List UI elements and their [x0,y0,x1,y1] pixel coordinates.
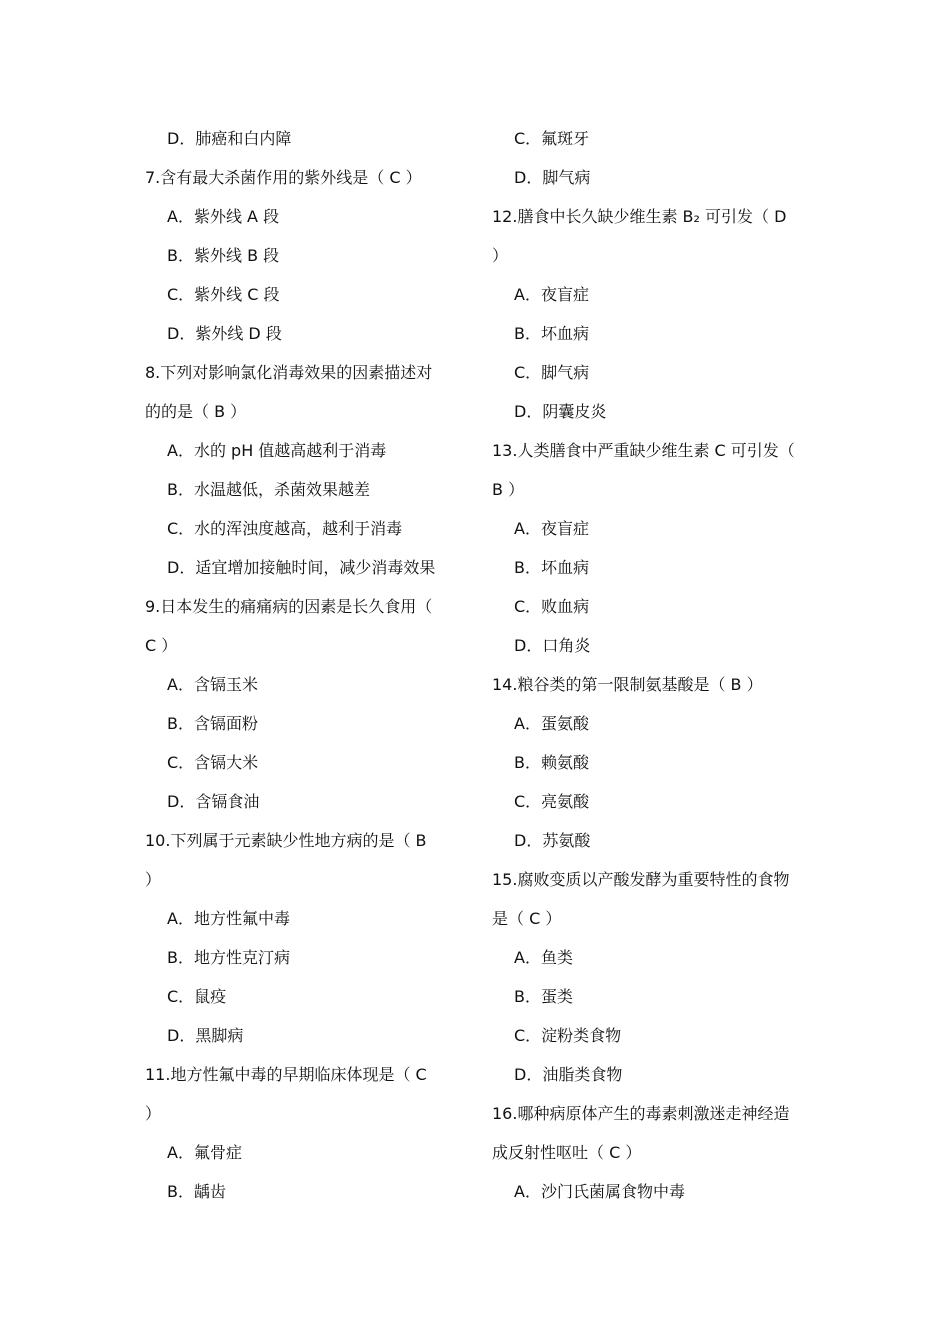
answer-option: B．蛋类 [514,987,573,1006]
answer-option: A．紫外线 A 段 [167,207,280,226]
question-text: B ） [492,480,525,499]
answer-option: B．含镉面粉 [167,714,258,733]
question-text: 16.哪种病原体产生的毒素刺激迷走神经造 [492,1104,790,1123]
answer-option: C．败血病 [514,597,590,616]
answer-option: B．坏血病 [514,558,589,577]
question-text: 15.腐败变质以产酸发酵为重要特性的食物 [492,870,790,889]
answer-option: D．阴囊皮炎 [514,402,607,421]
question-text: 成反射性呕吐（ C ） [492,1143,642,1162]
answer-option: A．蛋氨酸 [514,714,589,733]
question-text: 7.含有最大杀菌作用的紫外线是（ C ） [145,168,422,187]
answer-option: A．含镉玉米 [167,675,258,694]
answer-option: B．赖氨酸 [514,753,589,772]
question-text: 是（ C ） [492,909,562,928]
question-text: 13.人类膳食中严重缺少维生素 C 可引发（ [492,441,795,460]
answer-option: D．脚气病 [514,168,591,187]
answer-option: A．水的 pH 值越高越利于消毒 [167,441,387,460]
answer-option: C．淀粉类食物 [514,1026,622,1045]
question-text: ） [145,1104,162,1123]
question-text: 9.日本发生的痛痛病的因素是长久食用（ [145,597,433,616]
answer-option: D．适宜增加接触时间，减少消毒效果 [167,558,436,577]
question-text: ） [492,246,509,265]
question-text: 8.下列对影响氯化消毒效果的因素描述对 [145,363,433,382]
answer-option: B．紫外线 B 段 [167,246,280,265]
answer-option: D．苏氨酸 [514,831,591,850]
answer-option: A．地方性氟中毒 [167,909,290,928]
answer-option: C．鼠疫 [167,987,227,1006]
answer-option: C．氟斑牙 [514,129,590,148]
right-column [492,119,812,1211]
answer-option: D．含镉食油 [167,792,260,811]
answer-option: B．地方性克汀病 [167,948,290,967]
answer-option: A．氟骨症 [167,1143,242,1162]
question-text: 14.粮谷类的第一限制氨基酸是（ B ） [492,675,763,694]
answer-option: A．夜盲症 [514,519,589,538]
question-text: 11.地方性氟中毒的早期临床体现是（ C [145,1065,427,1084]
answer-option: B．龋齿 [167,1182,226,1201]
answer-option: A．沙门氏菌属食物中毒 [514,1182,685,1201]
question-text: 12.膳食中长久缺少维生素 B₂ 可引发（ D [492,207,787,226]
question-text: C ） [145,636,178,655]
answer-option: D．油脂类食物 [514,1065,623,1084]
answer-option: C．含镉大米 [167,753,259,772]
answer-option: C．脚气病 [514,363,590,382]
answer-option: A．夜盲症 [514,285,589,304]
answer-option: D．口角炎 [514,636,591,655]
answer-option: C．水的浑浊度越高，越利于消毒 [167,519,403,538]
answer-option: C．亮氨酸 [514,792,590,811]
answer-option: D．黑脚病 [167,1026,244,1045]
question-text: 的的是（ B ） [145,402,247,421]
left-column [145,119,465,1211]
answer-option: A．鱼类 [514,948,573,967]
answer-option: B．水温越低，杀菌效果越差 [167,480,370,499]
question-text: 10.下列属于元素缺少性地方病的是（ B [145,831,427,850]
answer-option: B．坏血病 [514,324,589,343]
answer-option: C．紫外线 C 段 [167,285,280,304]
answer-option: D．紫外线 D 段 [167,324,282,343]
answer-option: D．肺癌和白内障 [167,129,292,148]
question-text: ） [145,870,162,889]
